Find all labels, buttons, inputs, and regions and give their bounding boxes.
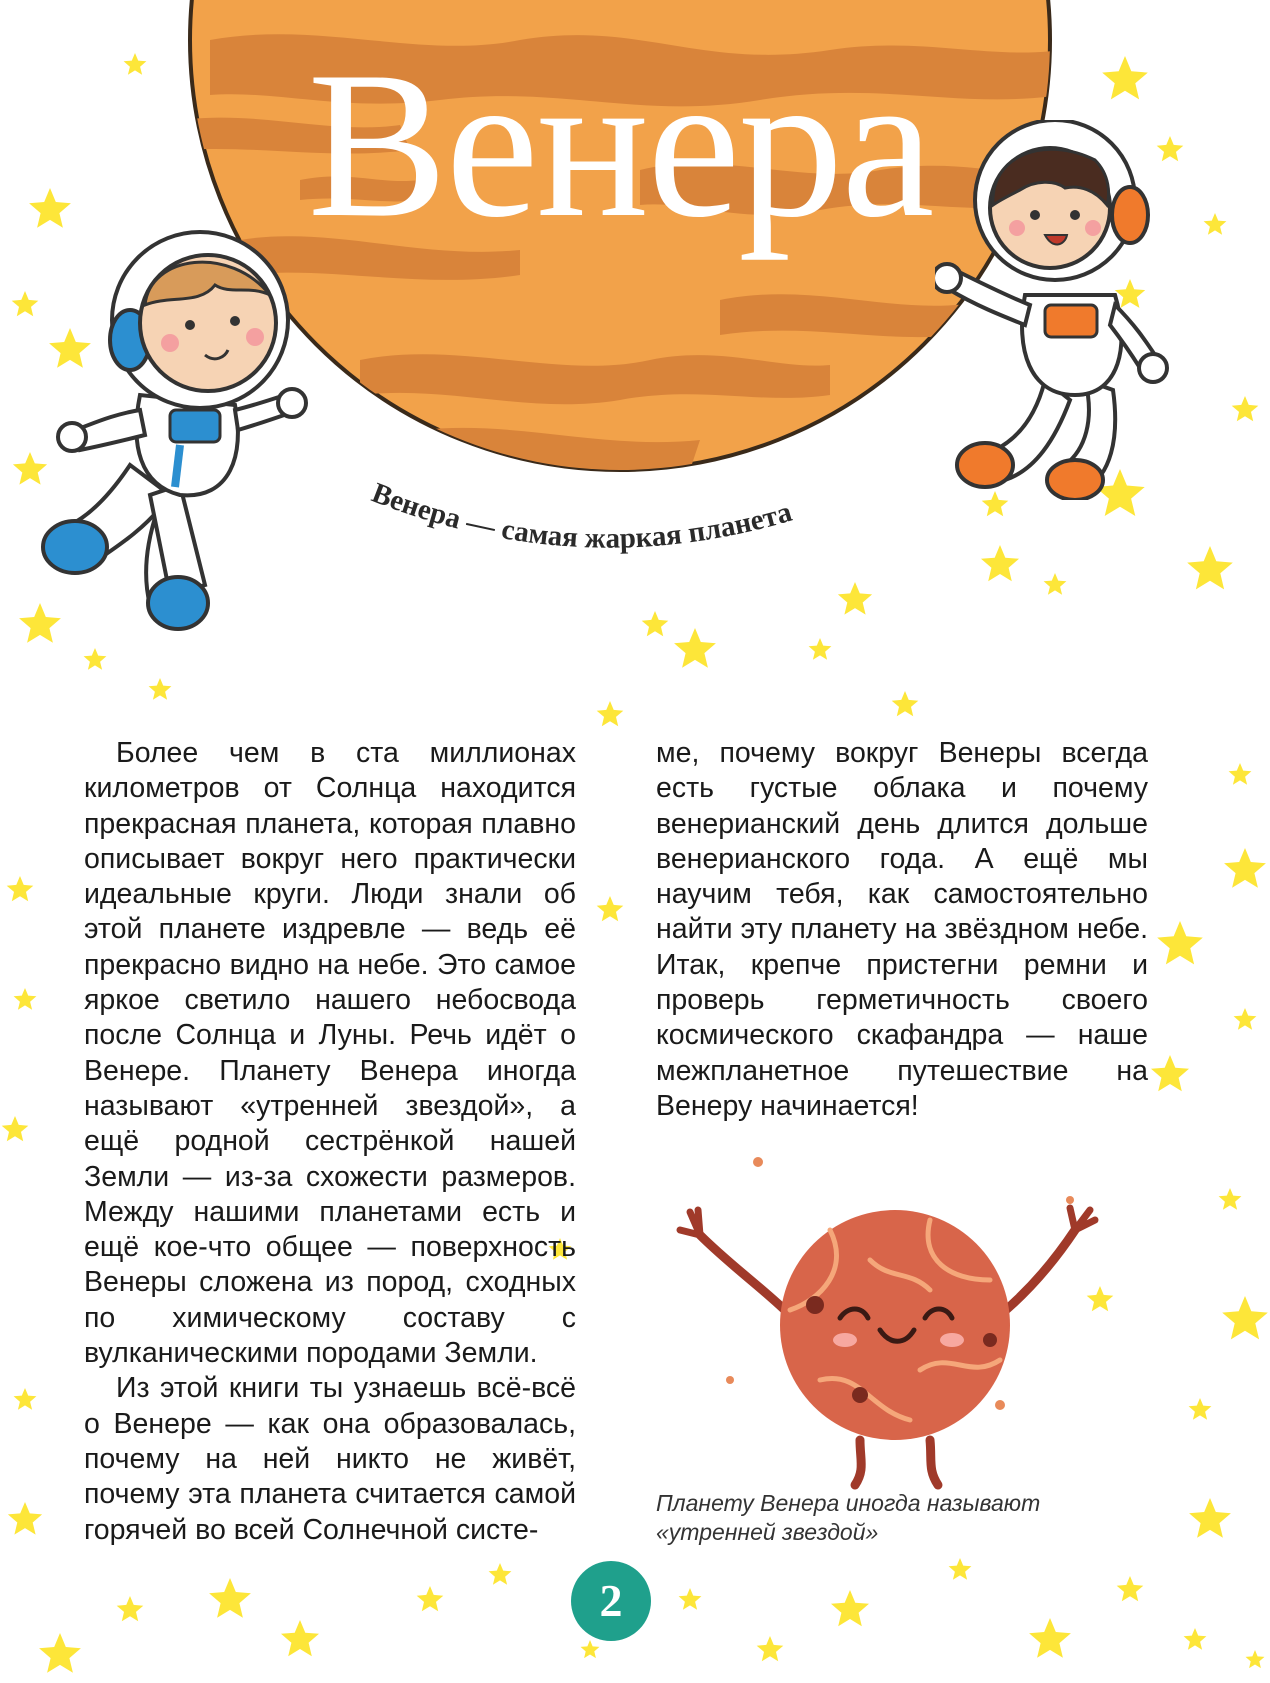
astronaut-boy-illustration: [30, 225, 330, 635]
star-icon: [1224, 848, 1266, 888]
star-icon: [14, 988, 37, 1010]
star-icon: [1157, 921, 1203, 964]
star-icon: [1219, 1188, 1242, 1210]
page-number-badge: 2: [571, 1561, 651, 1641]
page-title: Венера: [307, 29, 933, 261]
star-icon: [1184, 1628, 1207, 1650]
star-icon: [1189, 1398, 1212, 1420]
star-icon: [14, 1388, 37, 1410]
svg-text:Венера — самая жаркая планета: [368, 477, 796, 555]
star-icon: [679, 1588, 702, 1610]
venus-character-illustration: [670, 1140, 1130, 1500]
star-icon: [209, 1578, 251, 1618]
star-icon: [597, 896, 624, 921]
star-icon: [7, 876, 34, 901]
star-icon: [1222, 1296, 1268, 1339]
star-icon: [1189, 1498, 1231, 1538]
paragraph: ме, почему вокруг Венеры всегда есть густые облака и почему венерианский день длится дольше венерианского года. А ещё мы научим тебя, как самостоятельно найти эту планету на звёздном небе. Итак, крепче пристегни ремни и проверь герметичность своего космического скафандра — наше межпланетное путешествие на Венеру начинается!: [656, 737, 1148, 1122]
star-icon: [1151, 1055, 1189, 1091]
star-icon: [1117, 1576, 1144, 1601]
text-column-left: [84, 736, 576, 1548]
star-icon: [1234, 1008, 1257, 1030]
star-icon: [281, 1620, 319, 1656]
star-icon: [117, 1596, 144, 1621]
paragraph: Из этой книги ты узнаешь всё-всё о Венере — как она образовалась, почему на ней никто не живёт, почему эта планета считается самой горячей во всей Солнечной систе-: [84, 1372, 576, 1546]
figure-caption: Планету Венера иногда называют «утренней звездой»: [656, 1490, 1041, 1545]
star-icon: [39, 1633, 81, 1673]
star-icon: [1029, 1618, 1071, 1658]
star-icon: [1229, 763, 1252, 785]
star-icon: [949, 1558, 972, 1580]
astronaut-girl-illustration: [935, 120, 1175, 500]
star-icon: [489, 1563, 512, 1585]
star-icon: [1246, 1650, 1265, 1668]
paragraph: Более чем в ста миллионах километров от Солнца находится прекрасная планета, которая плавно описывает вокруг него практически идеальные круги. Люди знали об этой планете издревле — ведь её прекрасно видно на небе. Это самое яркое светило нашего небосвода после Солнца и Луны. Речь идёт о Венере. Планету Венера иногда называют «утренней звездой», а ещё родной сестрёнкой нашей Земли — из-за схожести размеров. Между нашими планетами есть и ещё кое-что общее — поверхность Венеры сложена из пород, сходных по химическому составу с вулканическими породами Земли.: [84, 737, 576, 1370]
text-column-right: [656, 736, 1148, 1124]
star-icon: [8, 1502, 42, 1535]
star-icon: [831, 1590, 869, 1626]
star-icon: [597, 701, 624, 726]
star-icon: [2, 1116, 29, 1141]
page-subtitle: Венера — самая жаркая планета: [367, 476, 796, 555]
star-icon: [417, 1586, 444, 1611]
star-icon: [757, 1636, 784, 1661]
star-icon: [581, 1640, 600, 1658]
